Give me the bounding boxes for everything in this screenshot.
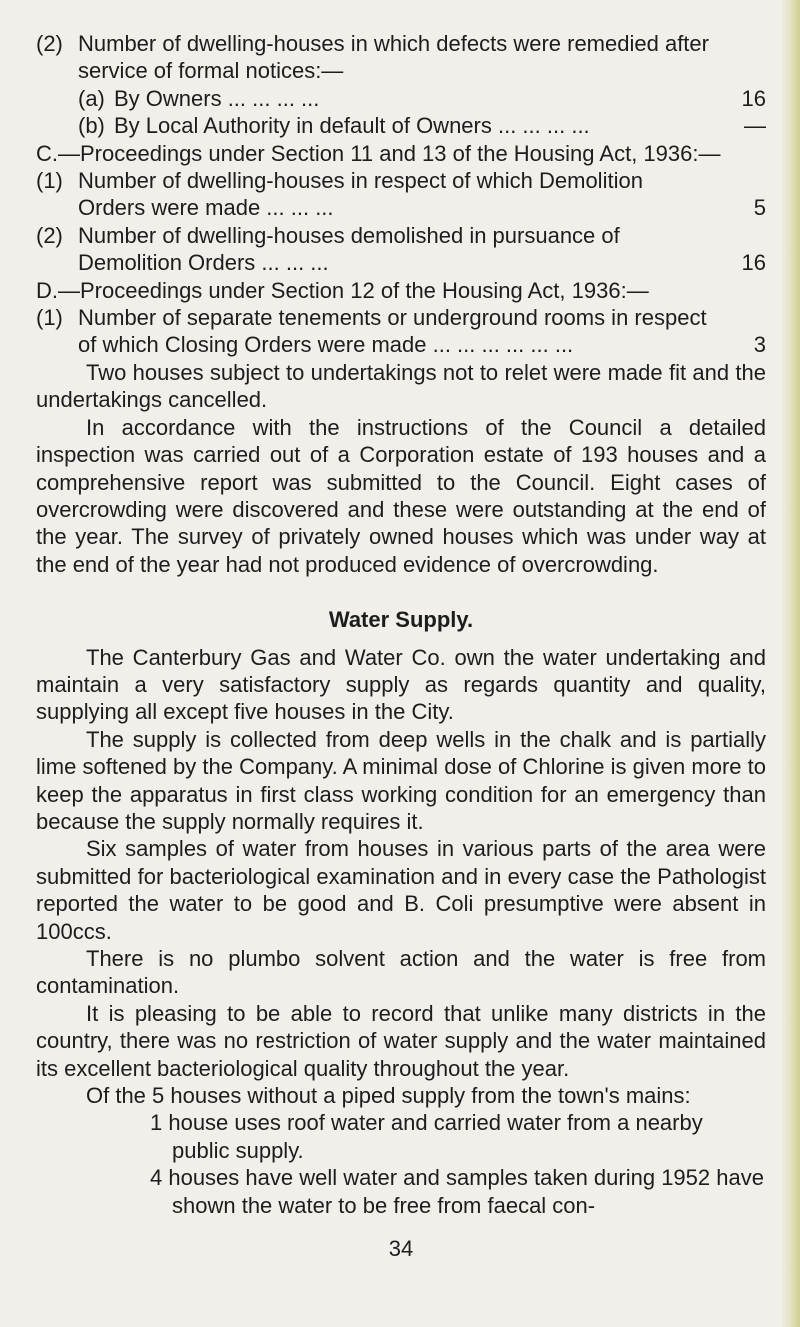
page-number: 34 bbox=[388, 1236, 414, 1262]
subitem-label: By Local Authority in default of Owners ... ... ... ... bbox=[114, 113, 590, 139]
item-d1 bbox=[36, 304, 766, 359]
water-list-item-1: 1 house uses roof water and carried water from a nearby public supply. bbox=[150, 1110, 703, 1163]
subitem-value: — bbox=[744, 113, 766, 139]
page-edge-shadow bbox=[782, 0, 800, 1327]
subitem-letter: (a) bbox=[78, 85, 105, 111]
item-number: (1) bbox=[36, 168, 63, 194]
water-paragraph-2: The supply is collected from deep wells in the chalk and is partially lime softened by the Company. A minimal dose of Chlorine is given more to keep the apparatus in first class working condition for an emergency than because the supply normally requires it. bbox=[36, 726, 766, 834]
item-c1 bbox=[36, 167, 766, 222]
water-supply-heading: Water Supply. bbox=[328, 607, 474, 633]
item-value: 3 bbox=[753, 332, 766, 358]
page-body bbox=[36, 30, 766, 1262]
subitem-letter: (b) bbox=[78, 113, 105, 139]
water-paragraph-5: It is pleasing to be able to record that unlike many districts in the country, there was no restriction of water supply and the water maintained its excellent bacteriological quality throughout the year. bbox=[36, 1000, 766, 1081]
paragraph-undertakings: Two houses subject to undertakings not to relet were made fit and the undertakings cancelled. bbox=[36, 359, 766, 413]
item-label: Number of separate tenements or underground rooms in respect of which Closing Orders were made ... ... ... ... ... ... bbox=[78, 305, 707, 358]
item-b2a bbox=[36, 85, 766, 112]
item-value: 16 bbox=[741, 250, 766, 276]
section-d-heading: D.—Proceedings under Section 12 of the Housing Act, 1936:— bbox=[36, 277, 649, 303]
item-number: (1) bbox=[36, 305, 63, 331]
water-paragraph-6: Of the 5 houses without a piped supply from the town's mains: bbox=[86, 1083, 691, 1109]
item-value: 5 bbox=[753, 195, 766, 221]
water-list-item-2: 4 houses have well water and samples taken during 1952 have shown the water to be free from faecal con- bbox=[150, 1165, 764, 1218]
item-label: Number of dwelling-houses in respect of which Demolition Orders were made ... ... ... bbox=[78, 168, 643, 221]
subitem-value: 16 bbox=[741, 85, 766, 111]
subitem-label: By Owners ... ... ... ... bbox=[114, 85, 320, 111]
water-paragraph-4: There is no plumbo solvent action and the water is free from contamination. bbox=[36, 946, 766, 999]
water-paragraph-3: Six samples of water from houses in various parts of the area were submitted for bacteriological examination and in every case the Pathologist reported the water to be good and B. Coli presumptive were absent in 100ccs. bbox=[36, 836, 766, 944]
item-number: (2) bbox=[36, 222, 63, 248]
item-c2 bbox=[36, 222, 766, 277]
section-c-heading: C.—Proceedings under Section 11 and 13 of the Housing Act, 1936:— bbox=[36, 140, 721, 166]
paragraph-inspection: In accordance with the instructions of the Council a detailed inspection was carried out of a Corporation estate of 193 houses and a comprehensive report was submitted to the Council. Eight cases of overcrowding were discovered and these were outstanding at the end of the year. The survey of privately owned houses which was under way at the end of the year had not produced evidence of overcrowding. bbox=[36, 414, 766, 577]
item-b2 bbox=[36, 30, 766, 85]
item-label: Number of dwelling-houses demolished in pursuance of Demolition Orders ... ... ... bbox=[78, 222, 620, 276]
item-number: (2) bbox=[36, 31, 63, 56]
water-paragraph-1: The Canterbury Gas and Water Co. own the water undertaking and maintain a very satisfactory supply as regards quantity and quality, supplying all except five houses in the City. bbox=[36, 644, 766, 725]
item-b2b bbox=[36, 112, 766, 139]
item-label: Number of dwelling-houses in which defects were remedied after service of formal notices:— bbox=[78, 31, 709, 84]
